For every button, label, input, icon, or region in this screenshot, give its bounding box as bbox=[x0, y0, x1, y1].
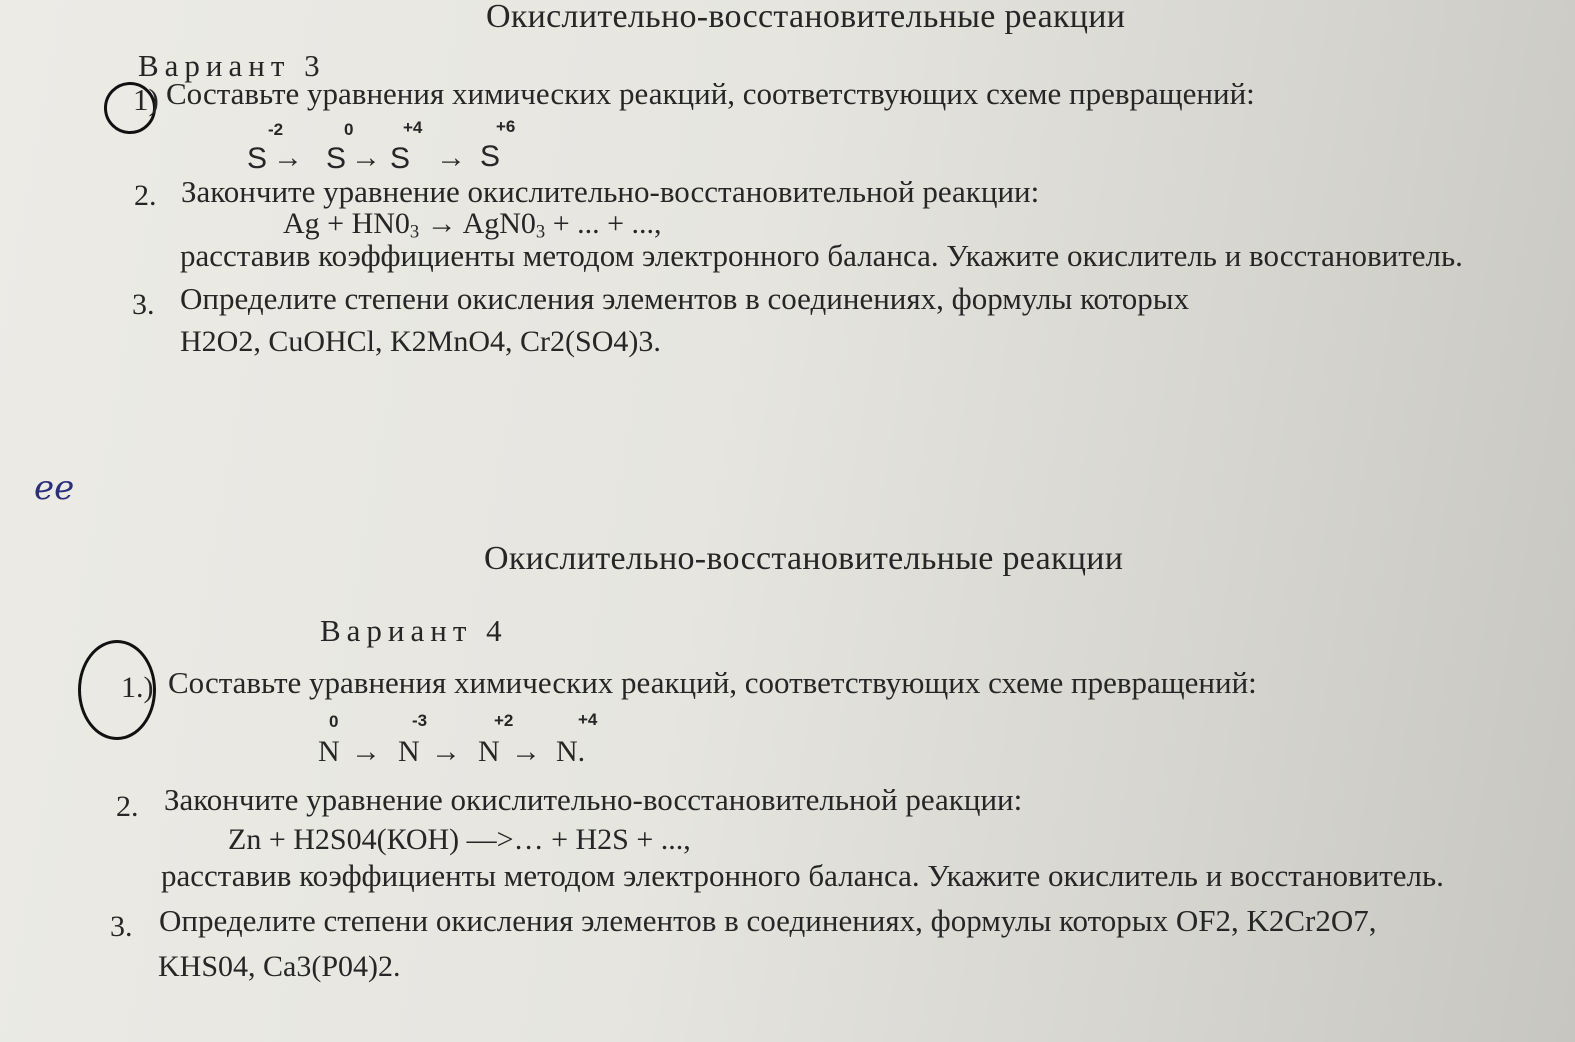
v4-task1-number: 1.) bbox=[121, 671, 154, 704]
v4-task2-number: 2. bbox=[116, 790, 139, 823]
v3-ox-state-4: +6 bbox=[496, 117, 516, 136]
v3-task2-text2: расставив коэффициенты методом электронного баланса. Укажите окислитель и восстановитель. bbox=[180, 238, 1463, 273]
v4-task3-number: 3. bbox=[110, 910, 133, 943]
v3-task3-text: Определите степени окисления элементов в соединениях, формулы которых bbox=[180, 281, 1190, 316]
v3-task3-formulas: H2O2, CuOHCl, K2MnO4, Cr2(SO4)3. bbox=[180, 325, 661, 358]
v4-task3-text: Определите степени окисления элементов в соединениях, формулы которых OF2, K2Cr2O7, bbox=[159, 903, 1377, 938]
v4-task2-equation: Zn + H2S04(КОН) —>… + H2S + ..., bbox=[228, 823, 691, 856]
v3-task3-number: 3. bbox=[132, 288, 155, 321]
v4-ox-state-3: +2 bbox=[494, 711, 514, 730]
v3-eq-product: AgN0 bbox=[462, 207, 536, 240]
v4-task2-text2: расставив коэффициенты методом электронного баланса. Укажите окислитель и восстановитель. bbox=[161, 858, 1444, 893]
v4-scheme-n1: N bbox=[318, 735, 340, 768]
v4-scheme-arrow2: → bbox=[431, 735, 461, 768]
v3-scheme-s4: S bbox=[480, 140, 501, 173]
v3-task2-equation bbox=[283, 207, 662, 241]
v3-scheme-arrow3: → bbox=[436, 141, 466, 174]
v4-scheme-n2: N bbox=[398, 735, 420, 768]
v3-ox-state-3: +4 bbox=[403, 118, 423, 137]
v4-ox-state-4: +4 bbox=[578, 710, 598, 729]
v4-scheme-arrow3: → bbox=[511, 735, 541, 768]
v3-eq-reactants: Ag + HN0 bbox=[283, 207, 410, 240]
v3-task2-number: 2. bbox=[134, 179, 157, 212]
v3-eq-arrow: → bbox=[426, 207, 457, 240]
variant3-title: Окислительно-восстановительные реакции bbox=[486, 0, 1126, 35]
v4-scheme-arrow1: → bbox=[351, 735, 381, 768]
v3-scheme-arrow2: → bbox=[351, 141, 381, 174]
v3-scheme-arrow1: → bbox=[273, 141, 303, 174]
v4-ox-state-1: 0 bbox=[329, 712, 339, 731]
v4-ox-state-2: -3 bbox=[412, 711, 428, 730]
v4-task3-formulas: KHS04, Ca3(P04)2. bbox=[158, 950, 401, 983]
variant3-label: Вариант 3 bbox=[138, 48, 326, 83]
v3-eq-sub2: 3 bbox=[535, 221, 546, 243]
v3-scheme-s3: S bbox=[390, 142, 411, 175]
handwritten-margin-note: ee bbox=[34, 468, 75, 508]
v4-scheme-n4: N. bbox=[556, 735, 586, 768]
v3-scheme-s2: S bbox=[326, 142, 347, 175]
v4-task1-text: Составьте уравнения химических реакций, соответствующих схеме превращений: bbox=[168, 665, 1257, 700]
variant4-label: Вариант 4 bbox=[320, 613, 508, 648]
v4-task2-text: Закончите уравнение окислительно-восстановительной реакции: bbox=[164, 782, 1023, 817]
v4-scheme-n3: N bbox=[478, 735, 500, 768]
variant4-title: Окислительно-восстановительные реакции bbox=[484, 540, 1124, 577]
v3-ox-state-2: 0 bbox=[344, 120, 354, 139]
v3-scheme-s1: S bbox=[247, 142, 268, 175]
v3-ox-state-1: -2 bbox=[268, 120, 284, 139]
v3-task2-text: Закончите уравнение окислительно-восстановительной реакции: bbox=[181, 174, 1040, 209]
v3-task1-number: 1) bbox=[133, 82, 159, 117]
v3-eq-sub1: 3 bbox=[409, 221, 420, 243]
v3-eq-tail: + ... + ..., bbox=[545, 207, 662, 240]
v3-task1-text: Составьте уравнения химических реакций, соответствующих схеме превращений: bbox=[166, 76, 1255, 111]
